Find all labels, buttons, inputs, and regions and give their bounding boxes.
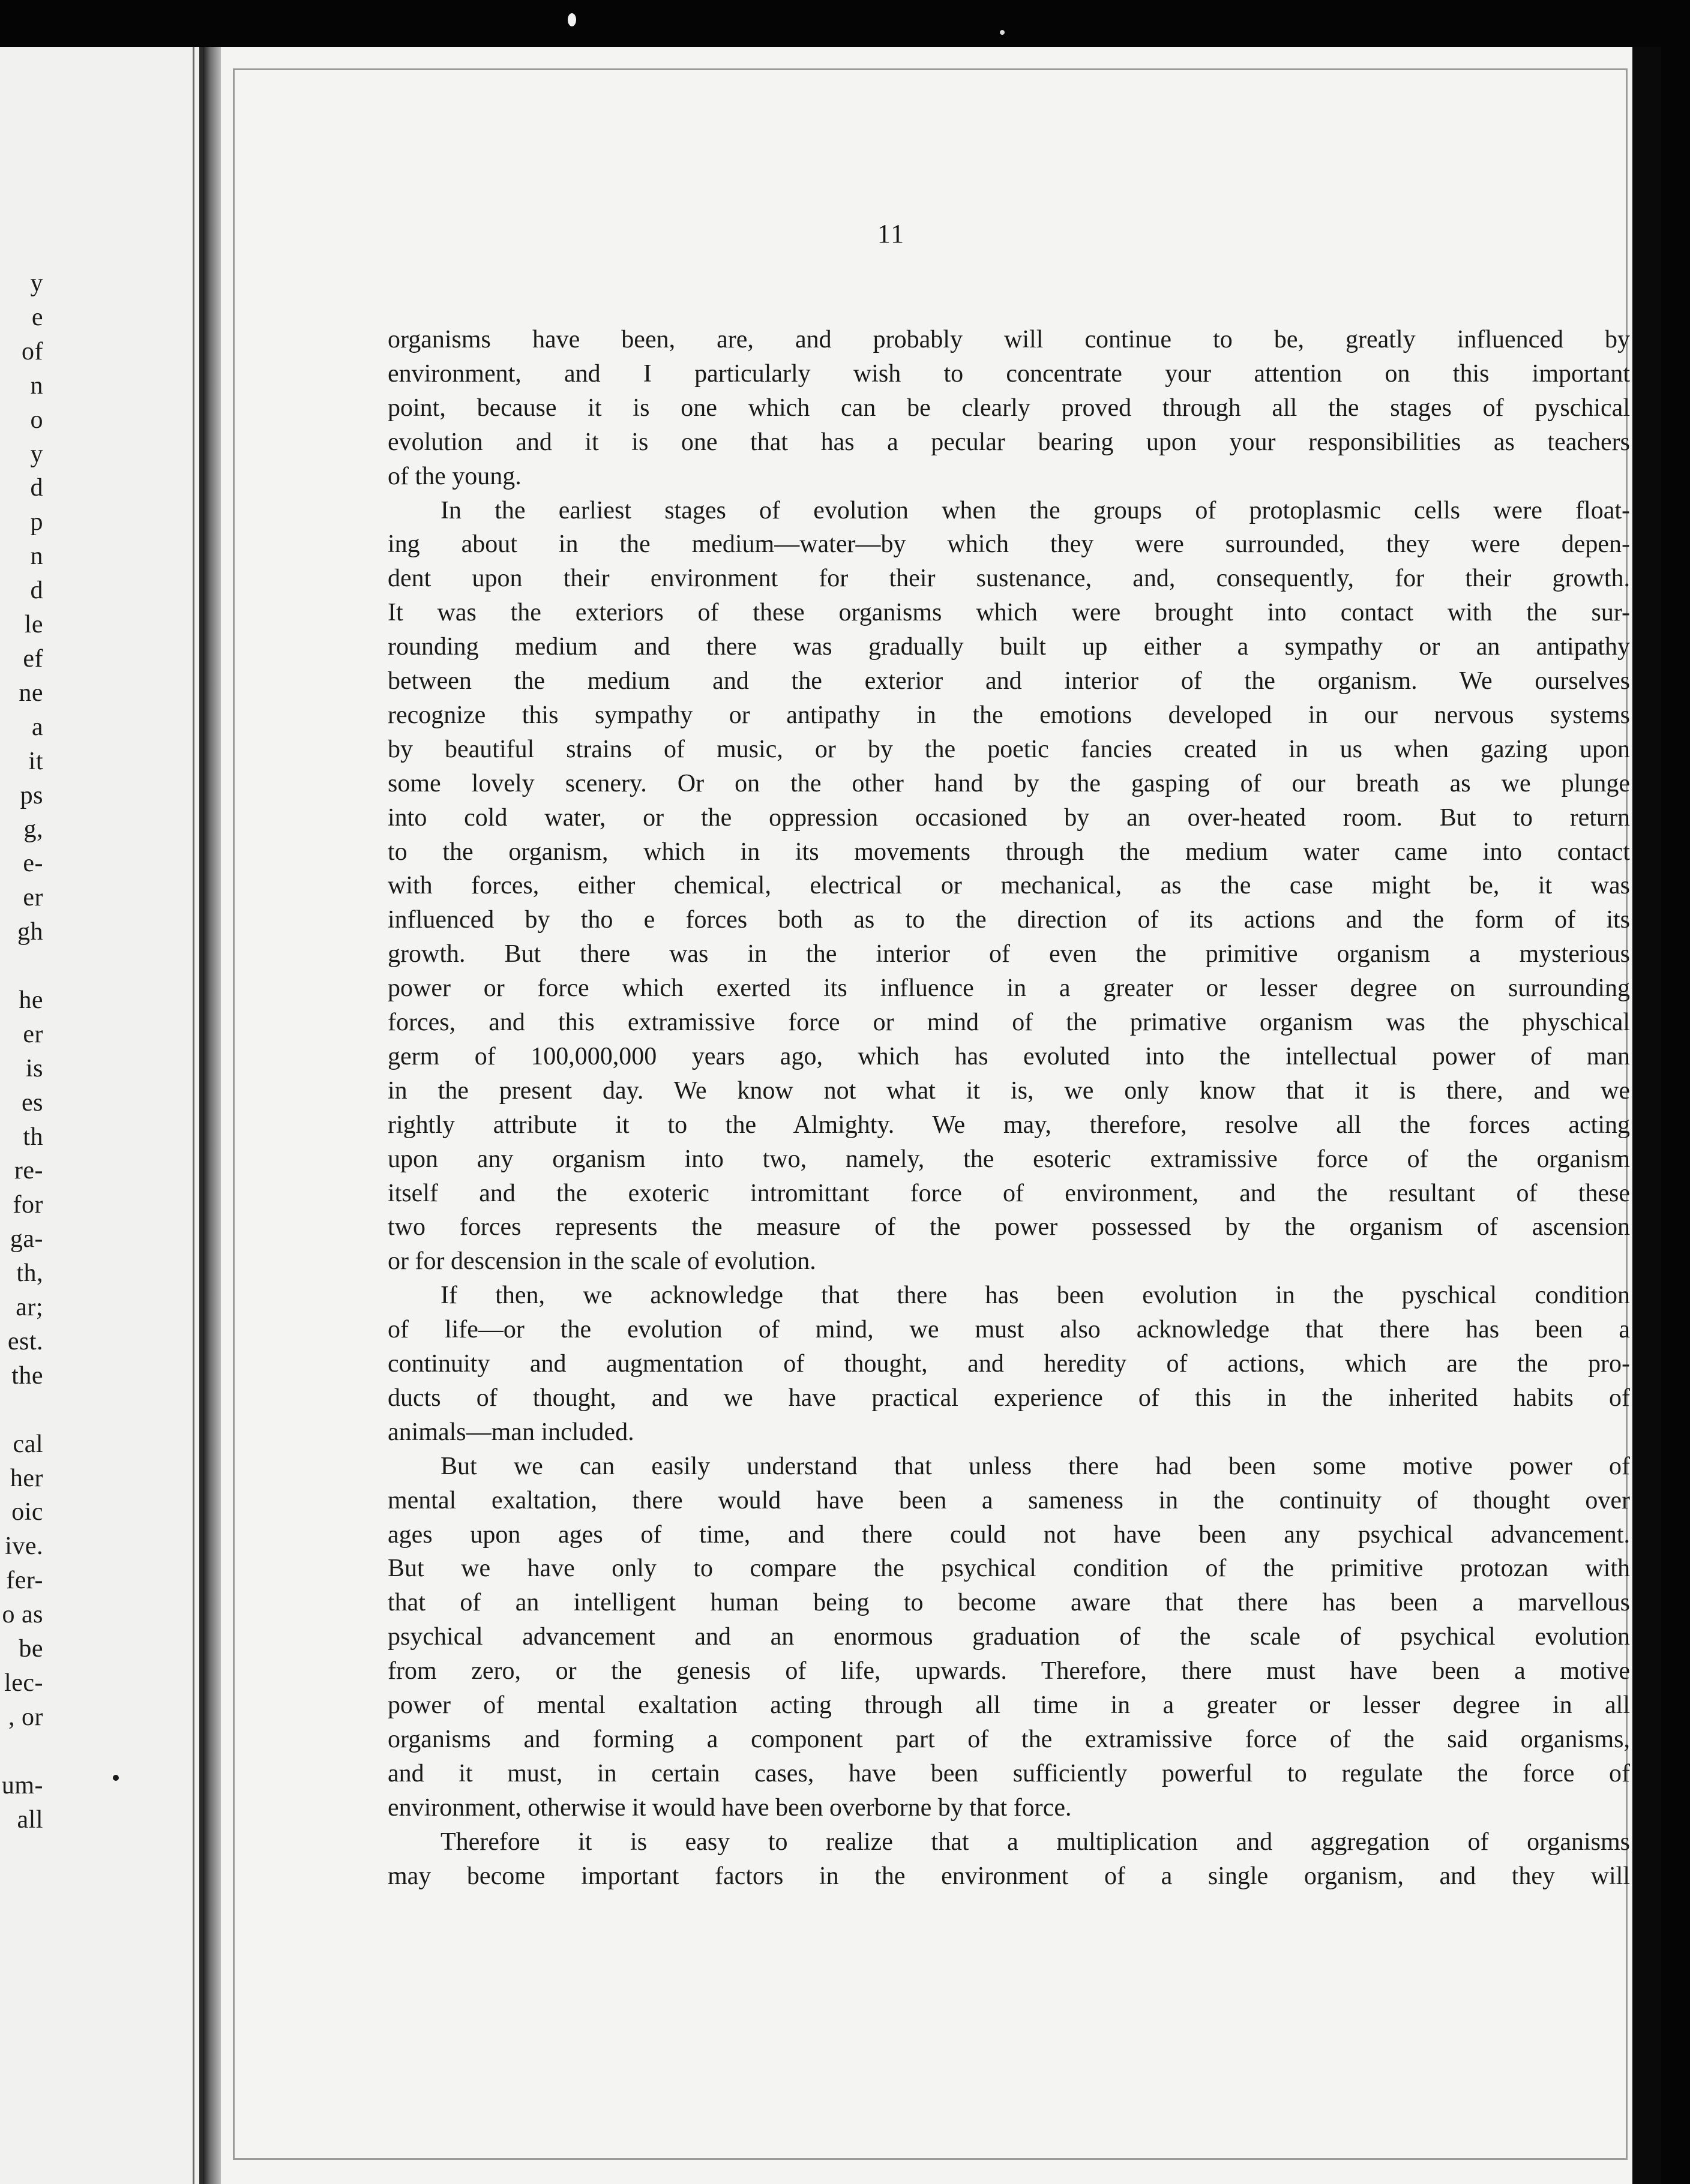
previous-page-line-end: y bbox=[30, 440, 43, 468]
previous-page-line-end: p bbox=[30, 508, 43, 536]
page-number: 11 bbox=[877, 219, 906, 248]
text-line: power of mental exaltation acting through all time in a greater or lesser degree in all bbox=[388, 1691, 1630, 1719]
text-line: growth. But there was in the interior of even the primitive organism a mysterious bbox=[388, 940, 1630, 968]
text-line: from zero, or the genesis of life, upwards. Therefore, there must have been a motive bbox=[388, 1657, 1630, 1685]
previous-page-line-end: er bbox=[23, 1021, 43, 1048]
text-line: environment, and I particularly wish to concentrate your attention on this important bbox=[388, 360, 1630, 388]
text-line: some lovely scenery. Or on the other hand by the gasping of our breath as we plunge bbox=[388, 770, 1630, 797]
text-line: of life—or the evolution of mind, we must also acknowledge that there has been a bbox=[388, 1316, 1630, 1343]
previous-page-line-end: it bbox=[28, 748, 43, 775]
previous-page-line-end: fer- bbox=[6, 1567, 43, 1594]
previous-page-line-end: th, bbox=[16, 1259, 43, 1287]
previous-page-line-end: lec- bbox=[4, 1669, 43, 1697]
text-line: with forces, either chemical, electrical or mechanical, as the case might be, it was bbox=[388, 872, 1630, 899]
previous-page-line-end: all bbox=[17, 1806, 43, 1834]
text-line: that of an intelligent human being to become aware that there has been a marvellous bbox=[388, 1589, 1630, 1616]
text-line: into cold water, or the oppression occasioned by an over-heated room. But to return bbox=[388, 804, 1630, 832]
text-line: germ of 100,000,000 years ago, which has evoluted into the intellectual power of man bbox=[388, 1043, 1630, 1070]
text-line: In the earliest stages of evolution when the groups of protoplasmic cells were float- bbox=[441, 497, 1630, 524]
previous-page-line-end: es bbox=[22, 1089, 43, 1117]
text-line: to the organism, which in its movements through the medium water came into contact bbox=[388, 838, 1630, 866]
text-line: power or force which exerted its influence in a greater or lesser degree on surrounding bbox=[388, 974, 1630, 1002]
text-line: organisms have been, are, and probably will continue to be, greatly influenced by bbox=[388, 326, 1630, 353]
previous-page-line-end: ef bbox=[23, 645, 43, 673]
previous-page-line-end: is bbox=[25, 1055, 43, 1082]
previous-page-line-end: ar; bbox=[16, 1294, 43, 1321]
previous-page-line-end: ga- bbox=[10, 1225, 43, 1253]
previous-page-line-end: ne bbox=[19, 679, 43, 707]
text-line: itself and the exoteric intromittant force of environment, and the resultant of these bbox=[388, 1180, 1630, 1207]
text-line: It was the exteriors of these organisms which were brought into contact with the sur- bbox=[388, 599, 1630, 626]
text-line: or for descension in the scale of evolution. bbox=[388, 1247, 816, 1275]
previous-page-line-end: oic bbox=[11, 1498, 43, 1526]
text-line: dent upon their environment for their sustenance, and, consequently, for their growth. bbox=[388, 565, 1630, 592]
text-line: organisms and forming a component part of the extramissive force of the said organisms, bbox=[388, 1726, 1630, 1753]
text-line: ducts of thought, and we have practical experience of this in the inherited habits of bbox=[388, 1384, 1630, 1412]
current-page bbox=[221, 47, 1661, 2184]
text-line: animals—man included. bbox=[388, 1418, 634, 1446]
previous-page-line-end: le bbox=[24, 611, 43, 638]
text-line: If then, we acknowledge that there has been evolution in the pyschical condition bbox=[441, 1282, 1630, 1309]
previous-page-line-end: e- bbox=[23, 850, 43, 877]
previous-page-line-end: the bbox=[11, 1362, 43, 1390]
previous-page-line-end: o bbox=[30, 406, 43, 434]
text-line: point, because it is one which can be clearly proved through all the stages of pyschical bbox=[388, 394, 1630, 422]
text-line: two forces represents the measure of the power possessed by the organism of ascension bbox=[388, 1213, 1630, 1241]
previous-page-line-end: for bbox=[13, 1191, 43, 1219]
text-line: recognize this sympathy or antipathy in the emotions developed in our nervous systems bbox=[388, 701, 1630, 729]
previous-page-line-end: cal bbox=[13, 1430, 43, 1458]
previous-page-line-end: um- bbox=[1, 1772, 43, 1799]
previous-page-line-end: ive. bbox=[5, 1532, 43, 1560]
text-line: in the present day. We know not what it is, we only know that it is there, and we bbox=[388, 1077, 1630, 1105]
right-page-edge bbox=[1632, 47, 1661, 2184]
text-line: But we have only to compare the psychical condition of the primitive protozan with bbox=[388, 1555, 1630, 1582]
previous-page-line-end: of bbox=[22, 338, 43, 365]
previous-page-line-end: n bbox=[30, 542, 43, 570]
previous-page-line-end: be bbox=[19, 1635, 43, 1663]
text-line: between the medium and the exterior and interior of the organism. We ourselves bbox=[388, 667, 1630, 695]
previous-page-line-end: e bbox=[31, 304, 43, 331]
text-line: ages upon ages of time, and there could not have been any psychical advancement. bbox=[388, 1521, 1630, 1549]
page-fold-line bbox=[193, 47, 194, 2184]
previous-page-line-end: d bbox=[30, 577, 43, 604]
previous-page-line-end: g, bbox=[23, 815, 43, 843]
book-gutter-shadow bbox=[203, 47, 221, 2184]
text-line: and it must, in certain cases, have been sufficiently powerful to regulate the force of bbox=[388, 1760, 1630, 1787]
text-line: continuity and augmentation of thought, and heredity of actions, which are the pro- bbox=[388, 1350, 1630, 1378]
previous-page-line-end: ps bbox=[20, 782, 43, 809]
text-line: ing about in the medium—water—by which they were surrounded, they were depen- bbox=[388, 530, 1630, 558]
text-line: may become important factors in the environment of a single organism, and they will bbox=[388, 1862, 1630, 1890]
text-line: Therefore it is easy to realize that a multiplication and aggregation of organisms bbox=[441, 1828, 1630, 1856]
previous-page-line-end: her bbox=[10, 1465, 43, 1492]
text-line: environment, otherwise it would have been overborne by that force. bbox=[388, 1794, 1072, 1822]
previous-page-line-end: re- bbox=[14, 1157, 43, 1184]
previous-page-line-end: n bbox=[30, 372, 43, 400]
previous-page-line-end: est. bbox=[7, 1328, 43, 1355]
text-line: But we can easily understand that unless there had been some motive power of bbox=[441, 1453, 1630, 1480]
previous-page-line-end: er bbox=[23, 884, 43, 911]
previous-page-line-end: he bbox=[19, 986, 43, 1014]
previous-page-line-end: o as bbox=[2, 1601, 43, 1628]
previous-page-line-end: d bbox=[30, 474, 43, 502]
text-line: rounding medium and there was gradually built up either a sympathy or an antipathy bbox=[388, 633, 1630, 661]
scan-speck bbox=[1000, 30, 1005, 35]
scan-speck bbox=[113, 1775, 119, 1781]
text-line: forces, and this extramissive force or mind of the primative organism was the physchical bbox=[388, 1009, 1630, 1036]
text-line: by beautiful strains of music, or by the poetic fancies created in us when gazing upon bbox=[388, 736, 1630, 763]
text-line: rightly attribute it to the Almighty. We may, therefore, resolve all the forces acting bbox=[388, 1111, 1630, 1139]
text-line: upon any organism into two, namely, the esoteric extramissive force of the organism bbox=[388, 1145, 1630, 1173]
text-line: evolution and it is one that has a pecular bearing upon your responsibilities as teachers bbox=[388, 428, 1630, 456]
previous-page-line-end: gh bbox=[17, 918, 43, 946]
previous-page-line-end: th bbox=[23, 1123, 43, 1151]
previous-page-line-end: a bbox=[31, 713, 43, 741]
text-line: psychical advancement and an enormous graduation of the scale of psychical evolution bbox=[388, 1623, 1630, 1651]
previous-page-line-end: , or bbox=[8, 1703, 43, 1731]
text-line: mental exaltation, there would have been a sameness in the continuity of thought over bbox=[388, 1487, 1630, 1514]
previous-page-fragment bbox=[0, 47, 203, 2184]
previous-page-line-end: y bbox=[30, 269, 43, 297]
scan-speck bbox=[568, 13, 576, 26]
text-line: influenced by tho e forces both as to the direction of its actions and the form of its bbox=[388, 906, 1630, 934]
text-line: of the young. bbox=[388, 463, 522, 490]
